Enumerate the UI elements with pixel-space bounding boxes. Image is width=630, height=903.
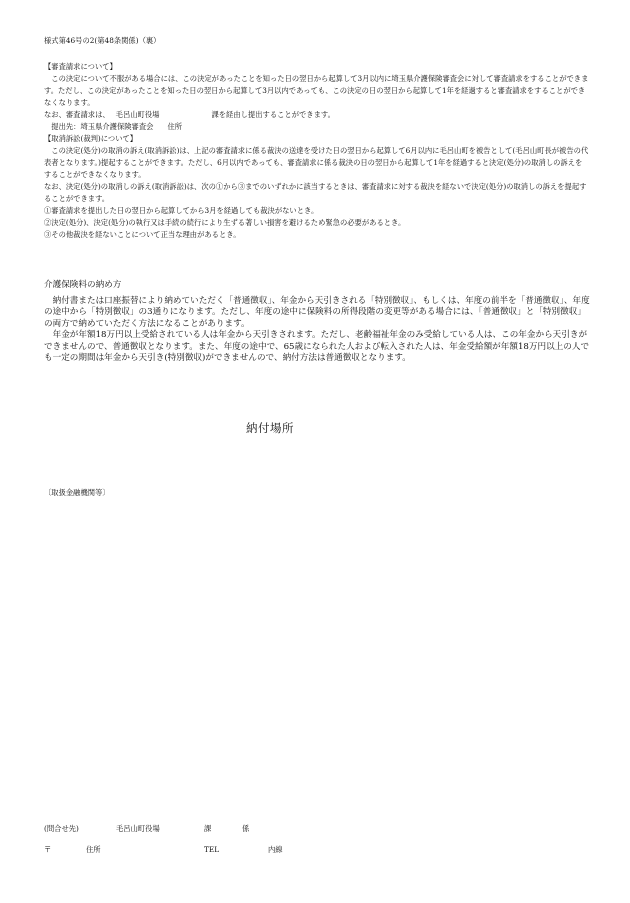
payment-paragraph-1: 納付書または口座振替により納めていただく「普通徴収」、年金から天引きされる「特別徴収」、もしくは、年度の前半を「普通徴収」、年度の途中から「特別徴収」の3通りになります。ただし、年度の途中に保険料の所得段階の変更等がある場合には、「普通徴収」と「特別徴収」の両方で納めていただく方法になることがあります。 xyxy=(44,295,590,329)
appeal-note-suffix: 課を経由し提出することができます。 xyxy=(211,110,335,119)
contact-label: (問合せ先) xyxy=(44,824,79,833)
appeal-submit xyxy=(44,121,589,133)
contact-extension: 内線 xyxy=(268,845,283,854)
contact-postal: 〒 xyxy=(44,845,52,854)
contact-block xyxy=(44,823,564,856)
appeal-submit-address: 住所 xyxy=(167,122,183,131)
lawsuit-item-1: ①審査請求を提出した日の翌日から起算してから3月を経過しても裁決がないとき。 xyxy=(44,206,319,215)
appeal-note xyxy=(44,109,589,121)
lawsuit-paragraph-1: この決定(処分)の取消の訴え(取消訴訟)は、上記の審査請求に係る裁決の送達を受けた日の翌日から起算して6月以内に毛呂山町を被告として(毛呂山町長が被告の代表者となります。)提起することができます。ただし、6月以内であっても、審査請求に係る裁決の日の翌日から起算して1年を経過すると決定(処分)の取消しの訴えをすることができなくなります。 xyxy=(44,146,589,179)
payment-section xyxy=(44,280,592,365)
appeal-submit-prefix: 提出先：埼玉県介護保険審査会 xyxy=(51,122,154,131)
appeal-paragraph: この決定について不服がある場合には、この決定があったことを知った日の翌日から起算して3月以内に埼玉県介護保険審査会に対して審査請求をすることができます。ただし、この決定があったことを知った日の翌日から起算して3月以内であっても、この決定の日の翌日から起算して1年を経過すると審査請求をすることができなくなります。 xyxy=(44,74,589,107)
lawsuit-heading: 【取消訴訟(裁判)について】 xyxy=(44,134,138,143)
contact-person: 係 xyxy=(242,824,250,833)
contact-section: 課 xyxy=(204,824,212,833)
contact-row-2 xyxy=(44,844,564,856)
appeal-note-prefix: なお、審査請求は、 xyxy=(44,110,110,119)
contact-row-1 xyxy=(44,823,564,835)
form-number: 様式第46号の2(第48条関係)（裏） xyxy=(44,36,161,45)
payment-paragraph-2: 年金が年額18万円以上受給されている人は年金から天引きされます。ただし、老齢福祉年金のみ受給している人は、この年金から天引きができませんので、普通徴収となります。また、年度の途中で、65歳になられた人および転入された人は、年金受給額が年額18万円以上の人でも一定の期間は年金から天引き(特別徴収)ができませんので、納付方法は普通徴収となります。 xyxy=(44,330,590,363)
contact-address: 住所 xyxy=(86,845,101,854)
payment-heading: 介護保険料の納め方 xyxy=(44,280,122,290)
institutions-label: 〔取扱金融機関等〕 xyxy=(44,488,110,497)
contact-tel: TEL xyxy=(204,845,220,854)
contact-office: 毛呂山町役場 xyxy=(116,824,160,833)
payment-place-title: 納付場所 xyxy=(246,421,294,435)
appeal-note-office: 毛呂山町役場 xyxy=(115,110,160,119)
appeal-heading: 【審査請求について】 xyxy=(44,62,117,71)
appeal-section xyxy=(44,61,589,241)
lawsuit-paragraph-2: なお、決定(処分)の取消しの訴え(取消訴訟)は、次の①から③までのいずれかに該当するときは、審査請求に対する裁決を経ないで決定(処分)の取消しの訴えを提起することができます。 xyxy=(44,182,587,203)
lawsuit-item-2: ②決定(処分)、決定(処分)の執行又は手続の続行により生ずる著しい損害を避けるため緊急の必要があるとき。 xyxy=(44,218,406,227)
lawsuit-item-3: ③その他裁決を経ないことについて正当な理由があるとき。 xyxy=(44,230,241,239)
